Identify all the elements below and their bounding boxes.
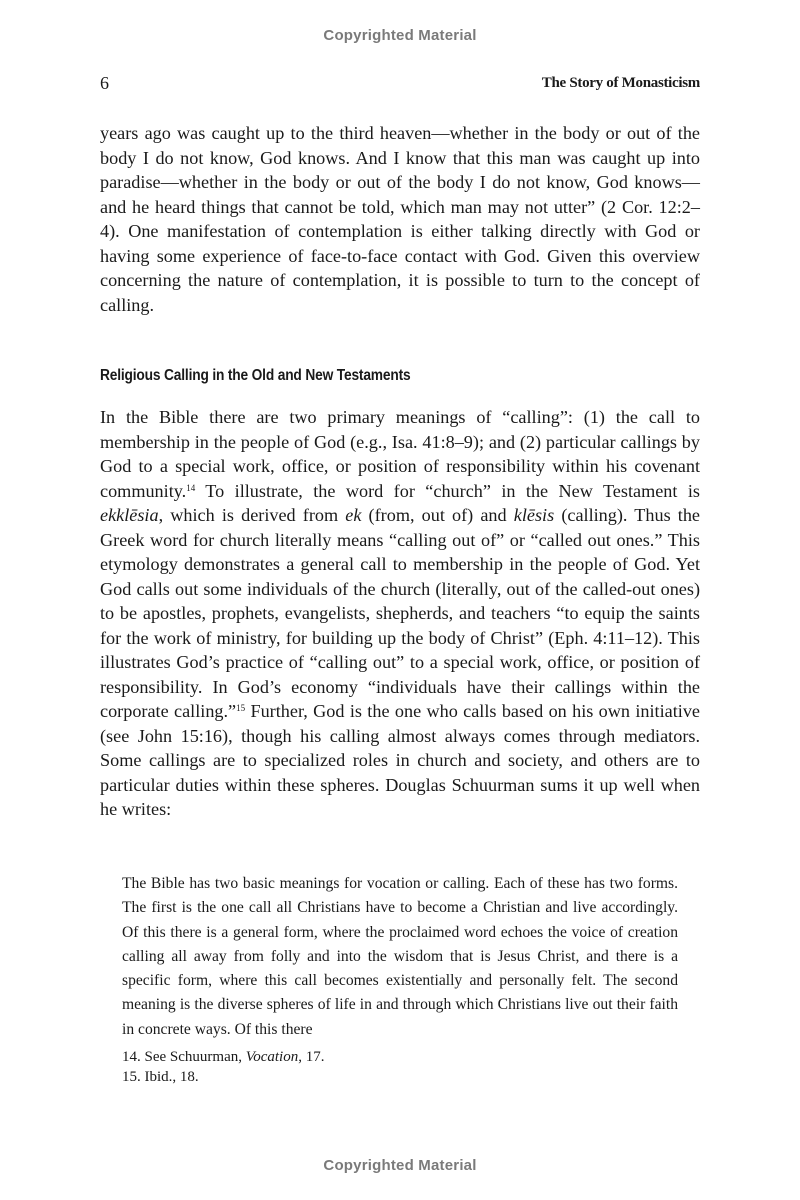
footnote-15 — [122, 1067, 324, 1087]
footnote-14 — [122, 1047, 324, 1067]
text-segment: In the Bible there are two primary meanings of “calling”: (1) the call to membership in the people of God (e.g., Isa. 41:8–9); and (2) particular callings by God to a special work, office, or position of responsibility within his covenant community. — [100, 407, 700, 501]
copyright-watermark-top: Copyrighted Material — [323, 27, 477, 44]
section-heading: Religious Calling in the Old and New Testaments — [100, 367, 411, 384]
running-head — [100, 73, 700, 97]
footnote-number: 14. — [122, 1049, 141, 1065]
book-title: The Story of Monasticism — [541, 75, 700, 91]
text-segment: , which is derived from — [158, 505, 346, 525]
footnote-text: , 17. — [298, 1049, 325, 1065]
footnote-number: 15. — [122, 1069, 141, 1085]
footnote-text: See Schuurman, — [140, 1049, 246, 1065]
page-number: 6 — [100, 73, 109, 93]
text-segment: (calling). Thus the Greek word for church literally means “calling out of” or “called out ones.” This etymology demonstrates a general call to membership in the people of God. Yet God calls out some individuals of the church (literally, out of the called-out ones) to be apostles, prophets, evangelists, shepherds, and teachers “to equip the saints for the work of ministry, for building up the body of Christ” (Eph. 4:11–12). This illustrates God’s practice of “calling out” to a special work, office, or position of responsibility. In God’s economy “individuals have their callings within the corporate calling.” — [100, 505, 701, 721]
copyright-watermark-bottom: Copyrighted Material — [323, 1157, 477, 1174]
greek-term-ekklesia: ekklēsia — [100, 505, 159, 525]
greek-term-ek: ek — [345, 505, 362, 525]
text-segment: Further, God is the one who calls based on his own initiative (see John 15:16), though his calling almost always comes through mediators. Some callings are to specialized roles in church and society, and others are to particular duties within these spheres. Douglas Schuurman sums it up well when he writes: — [100, 701, 700, 819]
footnotes — [122, 1047, 324, 1087]
text-segment: (from, out of) and — [361, 505, 514, 525]
footnote-book-title: Vocation — [245, 1049, 299, 1065]
text-segment: To illustrate, the word for “church” in the New Testament is — [195, 480, 700, 501]
block-quote-schuurman: The Bible has two basic meanings for vocation or calling. Each of these has two forms. The first is the one call all Christians have to become a Christian and live accordingly. Of this there is a general form, where the proclaimed word echoes the voice of creation calling all away from folly and into the wisdom that is Jesus Christ, and there is a specific form, where this call becomes existentially and personally felt. The second meaning is the diverse spheres of life in and through which Christians live out their faith in concrete ways. Of this there — [122, 875, 678, 1038]
footnote-ref-14[interactable]: 14 — [186, 482, 196, 493]
footnote-ref-15[interactable]: 15 — [236, 703, 246, 713]
paragraph-contemplation: years ago was caught up to the third heaven—whether in the body or out of the body I do not know, God knows. And I know that this man was caught up into paradise—whether in the body or out of the body I do not know, God knows—and he heard things that cannot be told, which man may not utter” (2 Cor. 12:2–4). One manifestation of contemplation is either talking directly with God or having some experience of face-to-face contact with God. Given this overview concerning the nature of contemplation, it is possible to turn to the concept of calling. — [100, 123, 700, 315]
paragraph-calling — [100, 405, 700, 822]
footnote-text: Ibid., 18. — [140, 1069, 199, 1085]
greek-term-klesis: klēsis — [513, 505, 555, 525]
